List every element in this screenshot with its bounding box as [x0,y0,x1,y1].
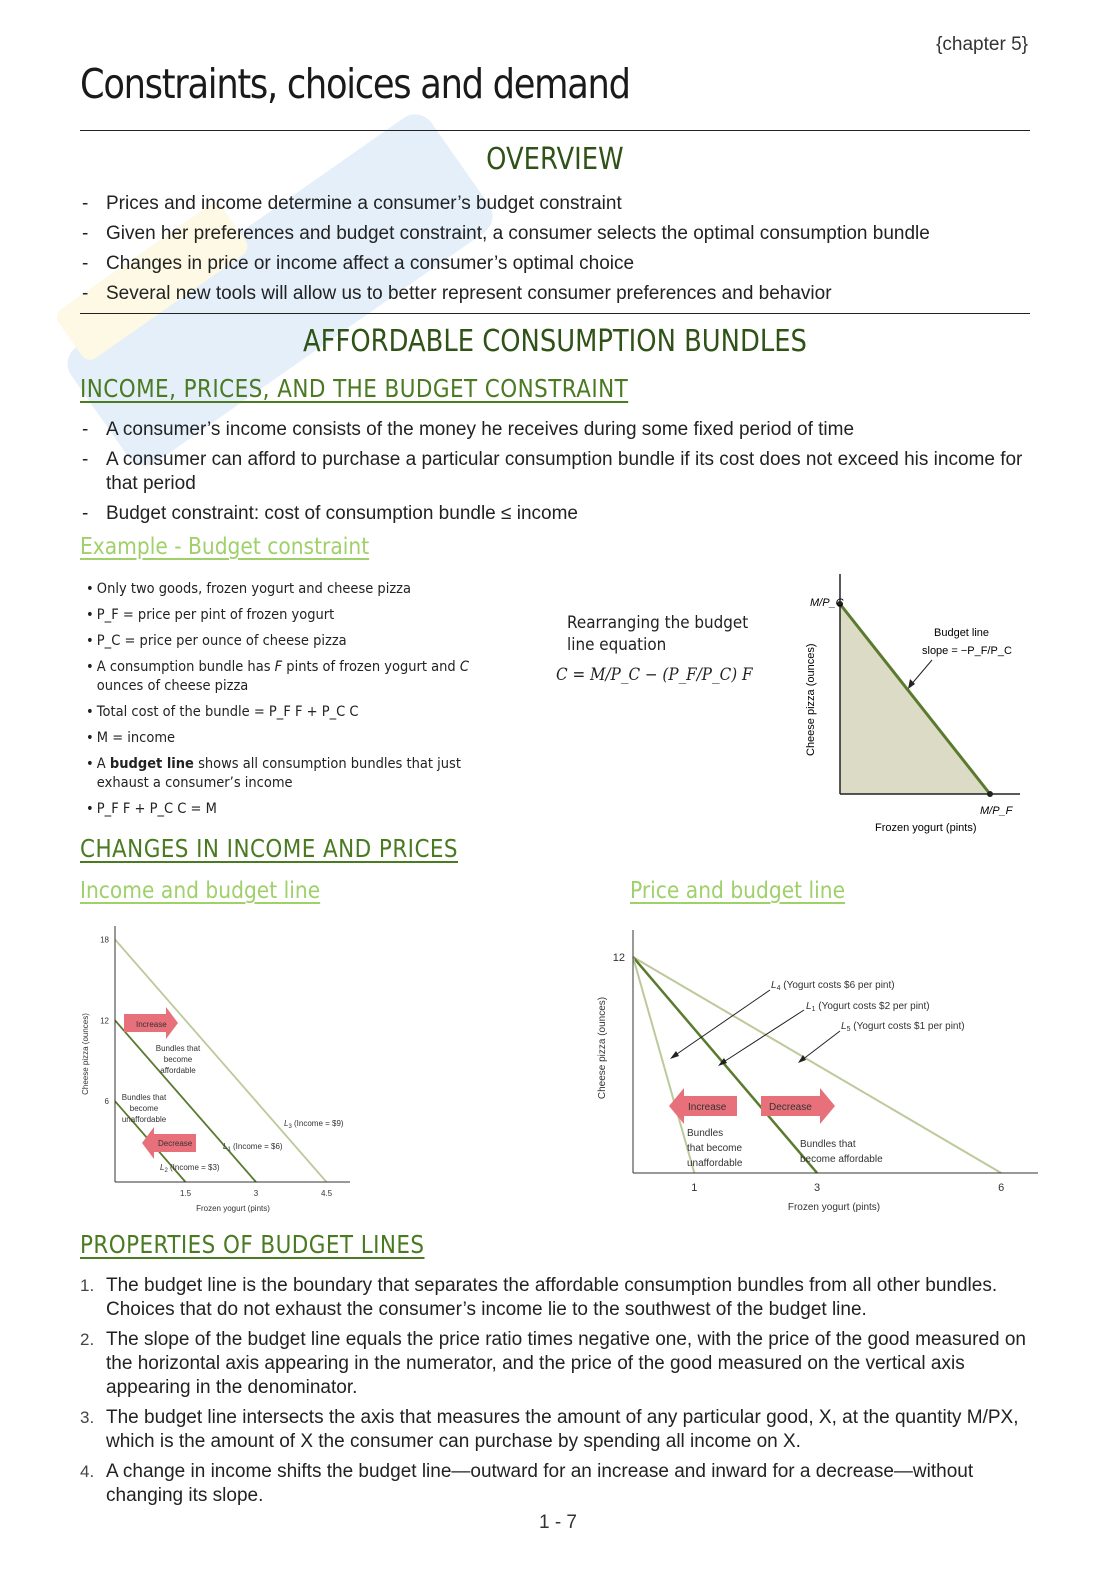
list-item: - A consumer can afford to purchase a particular consumption bundle if its cost does not exceed his income for that period [80,448,1030,496]
overview-heading: OVERVIEW [486,142,624,177]
y-axis-label: Cheese pizza (ounces) [81,1013,90,1095]
afford-annotation: become affordable [800,1154,883,1165]
x-axis-label: Frozen yogurt (pints) [787,1202,881,1213]
afford-annotation: affordable [160,1066,196,1075]
income-heading: Income and budget line [80,878,321,904]
example-bullet: • M = income [86,729,509,748]
list-item: - Given her preferences and budget constraint, a consumer selects the optimal consumption bundle [80,222,1030,246]
legend-l4: $L_4$ (Yogurt costs $6 per pint) [771,980,895,992]
legend-l1: $L_1$ (Yogurt costs $2 per pint) [806,1001,930,1013]
income-budget-chart [78,926,368,1218]
pointer-arrowhead [908,679,915,689]
y-tick-label: 18 [100,935,109,945]
legend-l2: $L_2$ (Income = $3) [160,1163,220,1174]
list-item: 4. A change in income shifts the budget line—outward for an increase and inward for a decrease—without changing its slope. [80,1461,974,1506]
unafford-annotation: unaffordable [121,1115,167,1124]
example-bullet: • P_F F + P_C C = M [86,800,509,819]
pointer-arrowhead [670,1051,679,1059]
list-item: - Prices and income determine a consumer’s budget constraint [80,192,1030,216]
list-item: - A consumer’s income consists of the money he receives during some fixed period of time [80,418,1030,442]
budget-line-label: Budget line [934,627,990,639]
decrease-label: Decrease [769,1102,812,1113]
x-tick-label: 6 [998,1182,1005,1194]
increase-label: Increase [688,1102,727,1113]
unafford-annotation: become [129,1104,159,1113]
budget-equation: C = M/P_C − (P_F/P_C) F [556,665,753,684]
pointer-arrow [910,660,932,686]
unafford-annotation: that become [687,1143,743,1154]
x-tick-label: 4.5 [320,1189,333,1198]
rearranging-note [556,612,777,686]
example-bullet: • A consumption bundle has F pints of frozen yogurt and C ounces of cheese pizza [86,658,509,696]
list-item: - Several new tools will allow us to better represent consumer preferences and behavior [80,282,1030,306]
budget-constraint-subheading: INCOME, PRICES, AND THE BUDGET CONSTRAINT [80,374,629,403]
price-budget-chart [590,930,1045,1220]
y-tick-label: 12 [100,1016,109,1026]
list-item: 3. The budget line intersects the axis that measures the amount of any particular good, X, at the quantity M/PX, which is the amount of X the consumer can purchase by spending all income on X. [80,1407,1019,1452]
unafford-annotation: unaffordable [687,1158,743,1169]
x-axis-label: Frozen yogurt (pints) [875,822,977,834]
page-title: Constraints, choices and demand [80,60,630,108]
properties-heading: PROPERTIES OF BUDGET LINES [80,1230,425,1259]
affordable-list [80,418,1030,532]
budget-line-chart [800,566,1030,836]
series-line-l4 [633,957,694,1173]
example-bullet: • P_C = price per ounce of cheese pizza [86,632,509,651]
decrease-label: Decrease [158,1139,193,1148]
list-item: - Changes in price or income affect a consumer’s optimal choice [80,252,1030,276]
x-tick-label: 1.5 [179,1189,192,1198]
chapter-label: {chapter 5} [936,34,1028,55]
changes-heading: CHANGES IN INCOME AND PRICES [80,834,458,863]
y-tick-label: 6 [104,1097,109,1107]
slope-label: slope = −P_F/P_C [922,645,1012,657]
x-axis-label: Frozen yogurt (pints) [196,1204,270,1213]
example-bullet: • A budget line shows all consumption bundles that just exhaust a consumer’s income [86,755,509,793]
unafford-annotation: Bundles that [121,1093,167,1102]
y-intercept-label: M/P_C [810,597,844,609]
overview-list [80,192,1030,312]
pointer-arrow [802,1031,840,1060]
increase-label: Increase [136,1020,167,1029]
affordable-heading: AFFORDABLE CONSUMPTION BUNDLES [303,324,807,359]
example-bullets [86,580,509,826]
pointer-arrow [722,1010,804,1063]
example-bullet: • Total cost of the bundle = P_F F + P_C C [86,703,509,722]
afford-annotation: become [163,1055,193,1064]
x-tick-label: 3 [814,1182,821,1194]
unafford-annotation: Bundles [687,1128,724,1139]
list-item: 2. The slope of the budget line equals the price ratio times negative one, with the price of the good measured on the horizontal axis appearing in the numerator, and the price of the good measured on the vertical axis appearing in the denominator. [80,1329,1026,1398]
afford-annotation: Bundles that [800,1139,856,1150]
list-item: 1. The budget line is the boundary that separates the affordable consumption bundles from all other bundles. Choices that do not exhaust the consumer’s income lie to the southwest of the budget line. [80,1275,998,1320]
title-rule [80,130,1030,131]
legend-l1: $L_1$ (Income = $6) [223,1142,283,1153]
page-number: 1 - 7 [538,1512,578,1533]
x-intercept-point [987,791,993,797]
y-axis-label: Cheese pizza (ounces) [805,643,817,756]
y-axis-label: Cheese pizza (ounces) [597,996,608,1100]
x-intercept-label: M/P_F [980,805,1013,817]
example-bullet: • P_F = price per pint of frozen yogurt [86,606,509,625]
example-bullet: • Only two goods, frozen yogurt and cheese pizza [86,580,509,599]
x-tick-label: 1 [691,1182,698,1194]
section-rule [80,313,1030,314]
x-tick-label: 3 [253,1189,259,1198]
legend-l3: $L_3$ (Income = $9) [284,1119,344,1130]
list-item: - Budget constraint: cost of consumption bundle ≤ income [80,502,1030,526]
price-heading: Price and budget line [630,878,846,904]
y-tick-label: 12 [612,952,625,964]
example-heading: Example - Budget constraint [80,534,370,560]
afford-annotation: Bundles that [155,1044,201,1053]
rearranging-text: Rearranging the budget line equation [567,613,749,654]
properties-list [80,1274,1030,1514]
legend-l5: $L_5$ (Yogurt costs $1 per pint) [841,1021,965,1033]
